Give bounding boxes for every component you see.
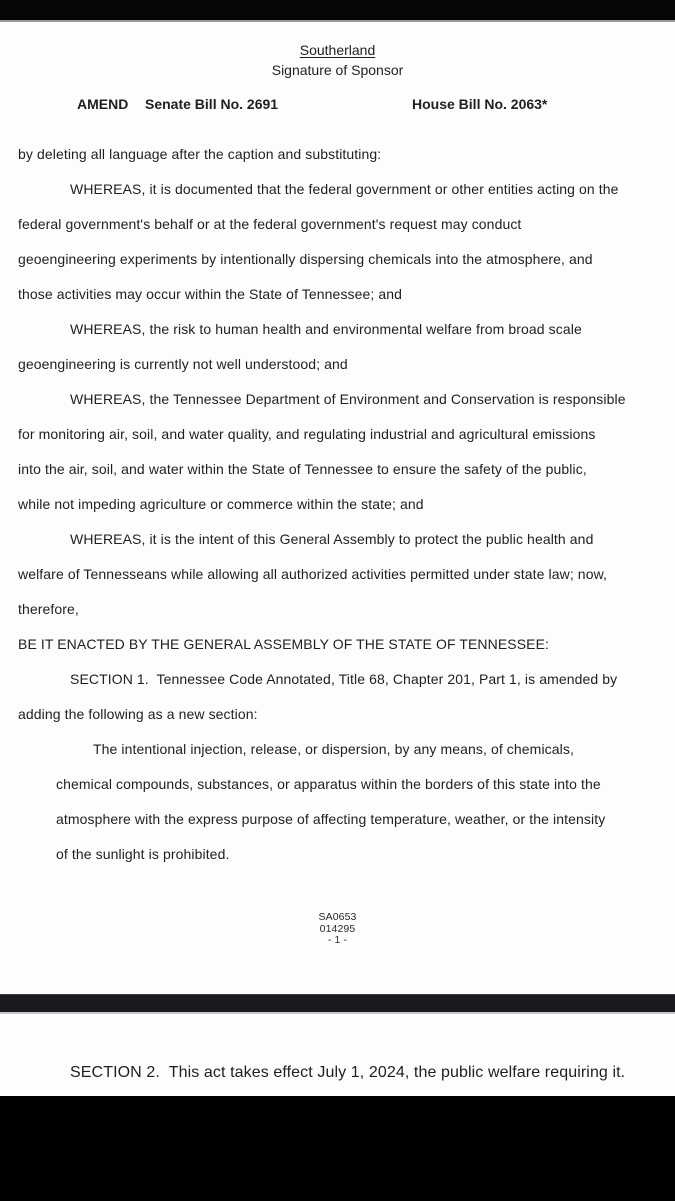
document-line: SECTION 1. Tennessee Code Annotated, Title 68, Chapter 201, Part 1, is amended by — [70, 671, 618, 687]
amend-row — [18, 96, 657, 113]
document-line: federal government's behalf or at the federal government's request may conduct — [18, 216, 522, 232]
document-line: into the air, soil, and water within the State of Tennessee to ensure the safety of the public, — [18, 461, 587, 477]
document-line: adding the following as a new section: — [18, 706, 258, 722]
document-line: by deleting all language after the caption and substituting: — [18, 146, 382, 162]
letterbox-top — [0, 0, 675, 22]
sponsor-caption: Signature of Sponsor — [271, 62, 404, 78]
senate-bill-number: Senate Bill No. 2691 — [145, 96, 279, 112]
document-line: welfare of Tennesseans while allowing all authorized activities permitted under state law; now, — [18, 566, 608, 582]
document-line: chemical compounds, substances, or apparatus within the borders of this state into the — [56, 776, 601, 792]
document-line: The intentional injection, release, or dispersion, by any means, of chemicals, — [93, 741, 574, 757]
footer-line: 014295 — [319, 922, 356, 935]
document-line: those activities may occur within the State of Tennessee; and — [18, 286, 403, 302]
document-body — [18, 137, 657, 872]
document-line: for monitoring air, soil, and water quality, and regulating industrial and agricultural emissions — [18, 426, 596, 442]
document-line: geoengineering experiments by intentionally dispersing chemicals into the atmosphere, and — [18, 251, 593, 267]
document-page-2 — [0, 1014, 675, 1096]
page-footer — [18, 912, 657, 947]
document-line: WHEREAS, it is documented that the federal government or other entities acting on the — [70, 181, 619, 197]
document-line: of the sunlight is prohibited. — [56, 846, 230, 862]
letterbox-bottom — [0, 1096, 675, 1201]
document-page-1 — [0, 22, 675, 994]
document-line: BE IT ENACTED BY THE GENERAL ASSEMBLY OF THE STATE OF TENNESSEE: — [18, 636, 550, 652]
document-header — [18, 22, 657, 113]
document-line: atmosphere with the express purpose of affecting temperature, weather, or the intensity — [56, 811, 606, 827]
house-bill-number: House Bill No. 2063* — [412, 96, 548, 112]
document-line: SECTION 2. This act takes effect July 1, 2024, the public welfare requiring it. — [70, 1064, 626, 1081]
document-line: therefore, — [18, 601, 79, 617]
amend-label: AMEND — [77, 96, 129, 112]
footer-line: SA0653 — [318, 911, 357, 923]
document-line: WHEREAS, the Tennessee Department of Environment and Conservation is responsible — [70, 391, 626, 407]
sponsor-name: Southerland — [299, 42, 376, 58]
page-break-bar — [0, 994, 675, 1014]
document-line: while not impeding agriculture or commerce within the state; and — [18, 496, 424, 512]
footer-line: - 1 - — [327, 934, 348, 946]
document-line: WHEREAS, the risk to human health and environmental welfare from broad scale — [70, 321, 582, 337]
document-line: geoengineering is currently not well understood; and — [18, 356, 348, 372]
document-line: WHEREAS, it is the intent of this General Assembly to protect the public health and — [70, 531, 594, 547]
